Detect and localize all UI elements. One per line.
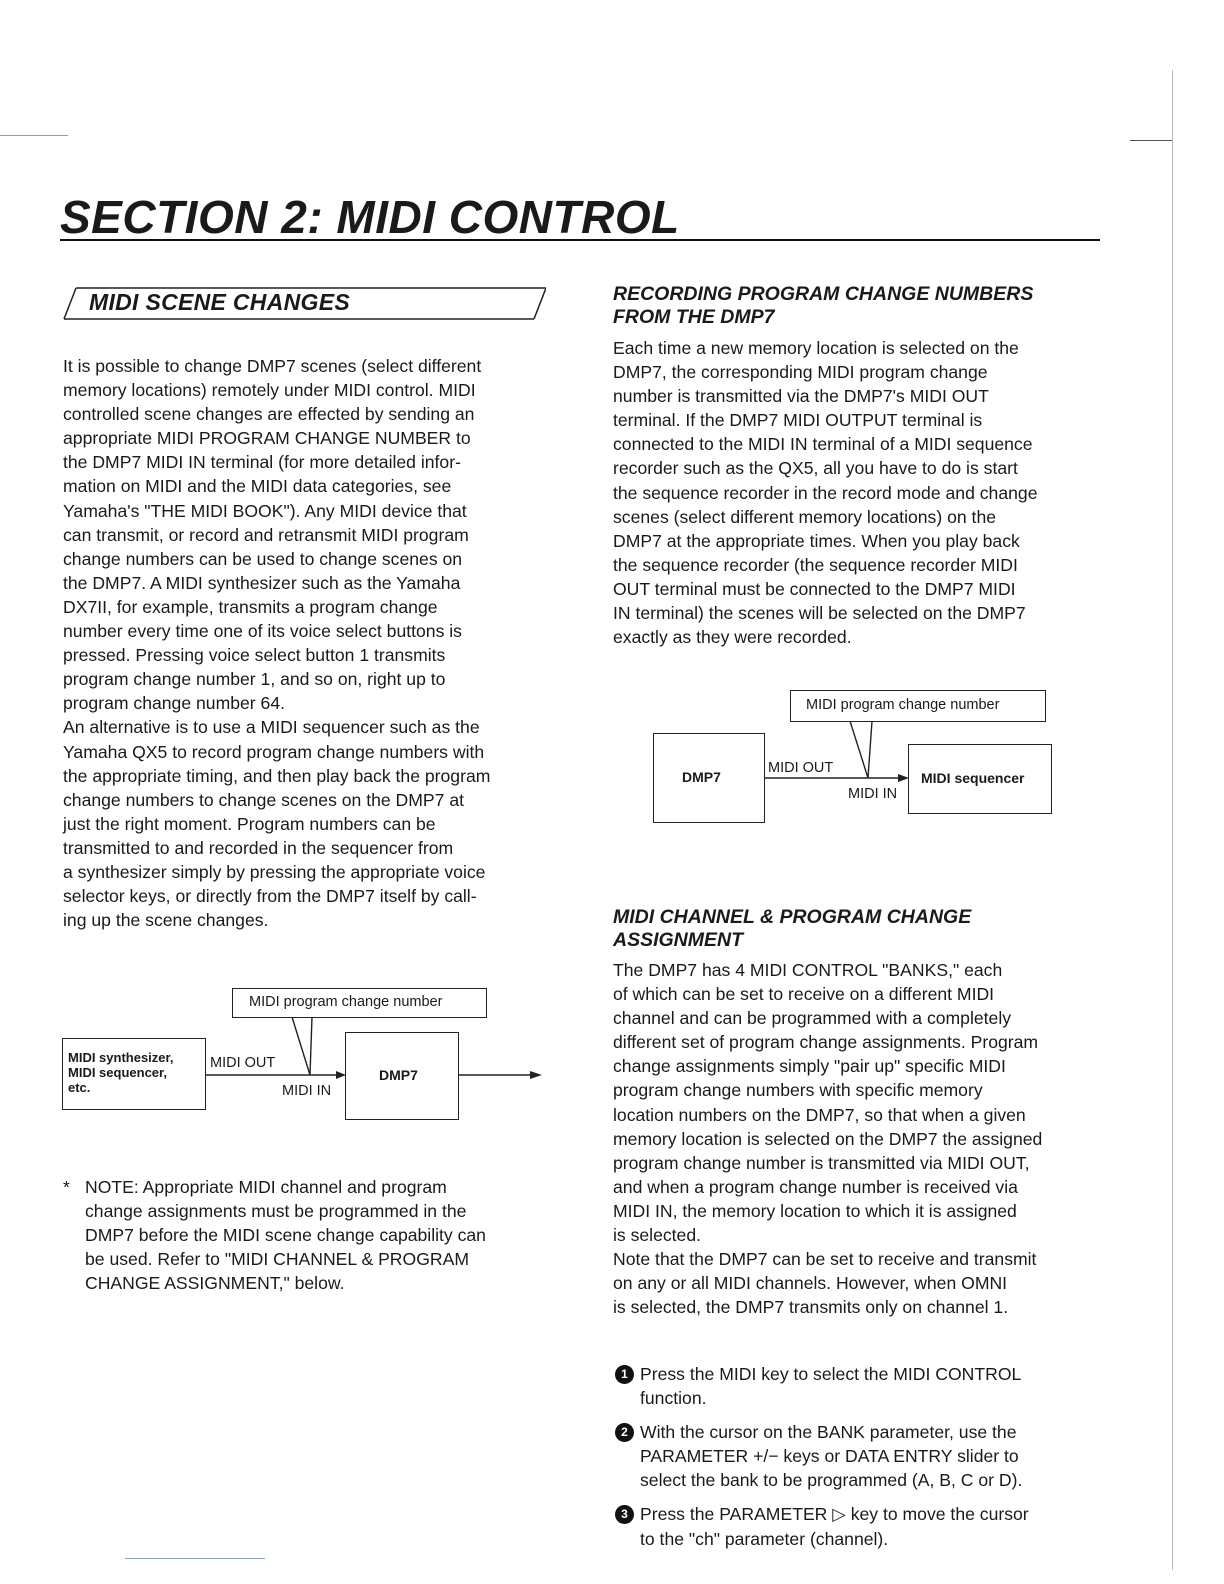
step-text: With the cursor on the BANK parameter, use the PARAMETER +/− keys or DATA ENTRY slider to select the bank to be programmed (A, B, C or D).	[640, 1422, 1023, 1491]
step-text: Press the PARAMETER ▷ key to move the cursor to the "ch" parameter (channel).	[640, 1504, 1029, 1549]
midi-scene-changes-banner	[62, 286, 546, 320]
section-title: SECTION 2: MIDI CONTROL	[60, 191, 680, 243]
step-number-badge: 3	[615, 1505, 634, 1524]
scene-changes-body: It is possible to change DMP7 scenes (select different memory locations) remotely under MIDI control. MIDI controlled scene changes are effected by sending an appropriate MIDI PROGRAM CHANGE NUMBER to the DMP7 MIDI IN terminal (for more detailed infor- mation on MIDI and the MIDI data categories, see Yamaha's "THE MIDI BOOK"). Any MIDI device that can transmit, or record and retransmit MIDI program change numbers can be used to change scenes on the DMP7. A MIDI synthesizer such as the Yamaha DX7II, for example, transmits a program change number every time one of its voice select buttons is pressed. Pressing voice select button 1 transmits program change number 1, and so on, right up to program change number 64. An alternative is to use a MIDI sequencer such as the Yamaha QX5 to record program change numbers with the appropriate timing, and then play back the program change numbers to change scenes on the DMP7 at just the right moment. Program numbers can be transmitted to and recorded in the sequencer from a synthesizer simply by pressing the appropriate voice selector keys, or directly from the DMP7 itself by call- ing up the scene changes.	[63, 356, 491, 931]
scan-artifact-line	[1130, 140, 1172, 141]
note	[63, 1175, 545, 1295]
recording-heading: RECORDING PROGRAM CHANGE NUMBERS FROM THE DMP7	[613, 283, 1034, 328]
source-device-line2: MIDI sequencer,	[68, 1065, 167, 1080]
scene-change-diagram	[60, 985, 560, 1125]
midi-out-label: MIDI OUT	[768, 760, 834, 776]
midi-out-label: MIDI OUT	[210, 1055, 276, 1071]
callout-label: MIDI program change number	[806, 697, 1000, 713]
dmp7-box	[345, 1032, 459, 1120]
source-device-box	[62, 1038, 206, 1110]
midi-in-label: MIDI IN	[282, 1083, 332, 1099]
callout-label: MIDI program change number	[249, 994, 443, 1010]
footer-rule	[125, 1558, 265, 1559]
channel-body: The DMP7 has 4 MIDI CONTROL "BANKS," each of which can be set to receive on a different MIDI channel and can be programmed with a completely different set of program change assignments. Program change assignments simply "pair up" specific MIDI program change numbers with specific memory location numbers on the DMP7, so that when a given memory location is selected on the DMP7 the assigned program change number is transmitted via MIDI OUT, and when a program change number is received via MIDI IN, the memory location to which it is assigned is selected. Note that the DMP7 can be set to receive and transmit on any or all MIDI channels. However, when OMNI is selected, the DMP7 transmits only on channel 1.	[613, 960, 1043, 1318]
dmp7-box	[653, 733, 765, 823]
step-item	[615, 1502, 1103, 1550]
midi-sequencer-box	[908, 744, 1052, 814]
midi-sequencer-label: MIDI sequencer	[921, 770, 1025, 786]
midi-in-label: MIDI IN	[848, 786, 898, 802]
step-item	[615, 1362, 1103, 1410]
source-device-line1: MIDI synthesizer,	[68, 1050, 174, 1065]
dmp7-label: DMP7	[682, 769, 721, 785]
note-text: NOTE: Appropriate MIDI channel and program change assignments must be programmed in the DMP7 before the MIDI scene change capability can be used. Refer to "MIDI CHANNEL & PROGRAM CHANGE ASSIGNMENT," below.	[85, 1177, 486, 1294]
steps-list	[615, 1362, 1103, 1561]
callout-box	[790, 690, 1046, 722]
recording-section	[613, 283, 1100, 649]
scan-artifact-line	[0, 135, 68, 136]
channel-heading: MIDI CHANNEL & PROGRAM CHANGE ASSIGNMENT	[613, 906, 972, 951]
step-number-badge: 2	[615, 1423, 634, 1442]
section-title-rule	[60, 239, 1100, 241]
left-column	[63, 354, 549, 932]
step-number-badge: 1	[615, 1365, 634, 1384]
channel-section	[613, 906, 1100, 1319]
step-item	[615, 1420, 1103, 1492]
note-asterisk: *	[63, 1177, 70, 1197]
page-edge-line	[1172, 70, 1173, 1570]
recording-diagram	[650, 688, 1060, 828]
source-device-line3: etc.	[68, 1080, 91, 1095]
midi-scene-changes-heading: MIDI SCENE CHANGES	[89, 289, 350, 315]
step-text: Press the MIDI key to select the MIDI CONTROL function.	[640, 1364, 1022, 1409]
recording-body: Each time a new memory location is selected on the DMP7, the corresponding MIDI program change number is transmitted via the DMP7's MIDI OUT terminal. If the DMP7 MIDI OUTPUT terminal is connected to the MIDI IN terminal of a MIDI sequence recorder such as the QX5, all you have to do is start the sequence recorder in the record mode and change scenes (select different memory locations) on the DMP7 at the appropriate times. When you play back the sequence recorder (the sequence recorder MIDI OUT terminal must be connected to the DMP7 MIDI IN terminal) the scenes will be selected on the DMP7 exactly as they were recorded.	[613, 338, 1038, 648]
dmp7-label: DMP7	[379, 1067, 418, 1083]
callout-box	[232, 988, 487, 1018]
